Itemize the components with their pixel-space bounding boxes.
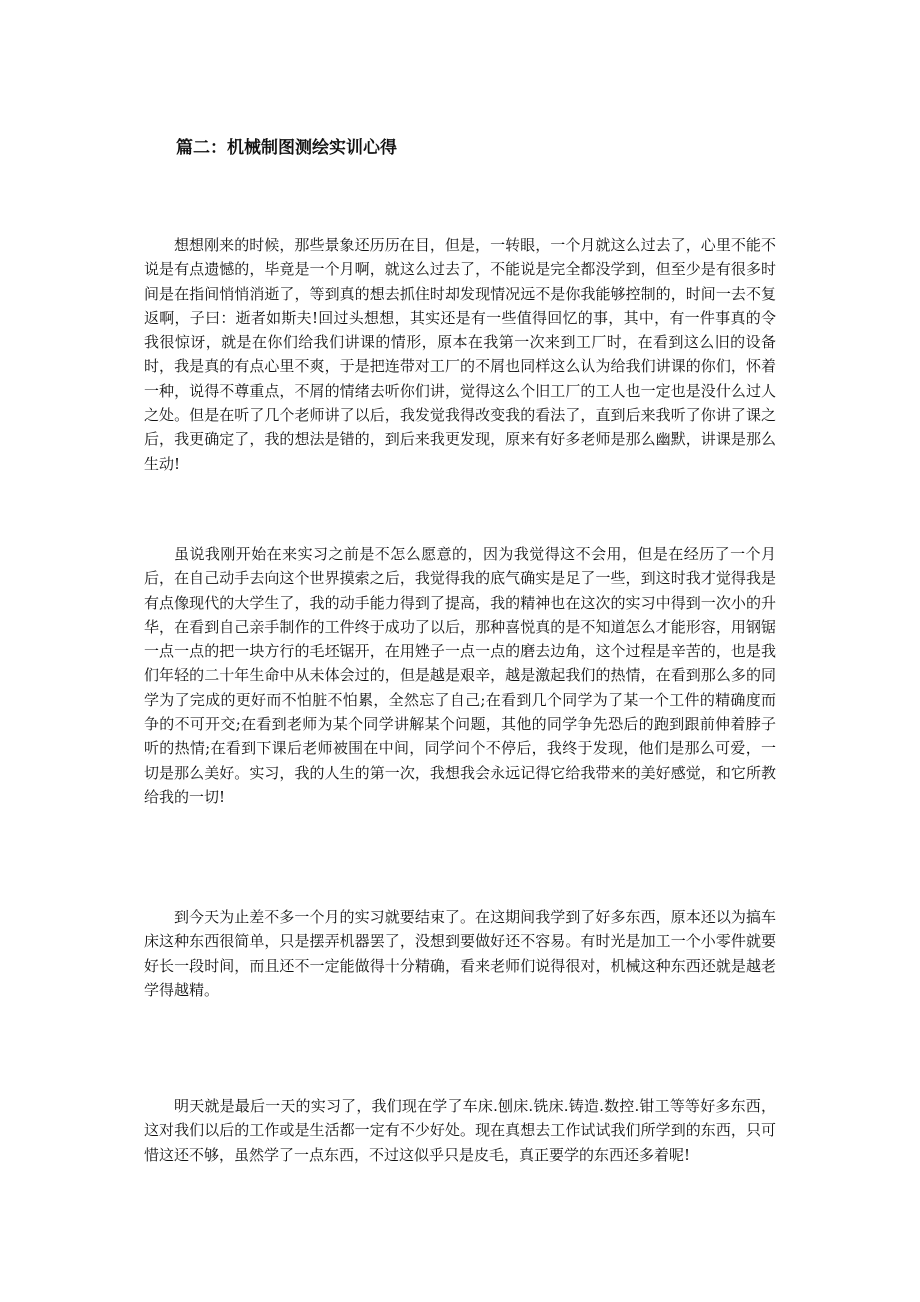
body-paragraph-2: 虽说我刚开始在来实习之前是不怎么愿意的，因为我觉得这不会用，但是在经历了一个月后，在自己动手去向这个世界摸索之后，我觉得我的底气确实是足了一些，到这时我才觉得我是有点像现代的大学生了，我的动手能力得到了提高，我的精神也在这次的实习中得到一次小的升华，在看到自己亲手制作的工件终于成功了以后，那种喜悦真的是不知道怎么才能形容，用钢锯一点一点的把一块方行的毛坯锯开，在用矬子一点一点的磨去边角，这个过程是辛苦的，也是我们年轻的二十年生命中从未体会过的，但是越是艰辛，越是激起我们的热情，在看到那么多的同学为了完成的更好而不怕脏不怕累，全然忘了自己;在看到几个同学为了某一个工件的精确度而争的不可开交;在看到老师为某个同学讲解某个问题，其他的同学争先恐后的跑到跟前伸着脖子听的热情;在看到下课后老师被围在中间，同学问个不停后，我终于发现，他们是那么可爱，一切是那么美好。实习，我的人生的第一次，我想我会永远记得它给我带来的美好感觉，和它所教给我的一切! — [144, 545, 776, 806]
document-title: 篇二：机械制图测绘实训心得 — [176, 138, 397, 158]
body-paragraph-3: 到今天为止差不多一个月的实习就要结束了。在这期间我学到了好多东西，原本还以为搞车床这种东西很简单，只是摆弄机器罢了，没想到要做好还不容易。有时光是加工一个小零件就要好长一段时间，而且还不一定能做得十分精确，看来老师们说得很对，机械这种东西还就是越老学得越精。 — [144, 908, 776, 999]
body-paragraph-4: 明天就是最后一天的实习了，我们现在学了车床.刨床.铣床.铸造.数控.钳工等等好多东西，这对我们以后的工作或是生活都一定有不少好处。现在真想去工作试试我们所学到的东西，只可惜这还不够，虽然学了一点东西，不过这似乎只是皮毛，真正要学的东西还多着呢! — [144, 1097, 776, 1164]
body-paragraph-1: 想想刚来的时候，那些景象还历历在目，但是，一转眼，一个月就这么过去了，心里不能不说是有点遗憾的，毕竟是一个月啊，就这么过去了，不能说是完全都没学到，但至少是有很多时间是在指间悄悄消逝了，等到真的想去抓住时却发现情况远不是你我能够控制的，时间一去不复返啊，子曰：逝者如斯夫!回过头想想，其实还是有一些值得回忆的事，其中，有一件事真的令我很惊讶，就是在你们给我们讲课的情形，原本在我第一次来到工厂时，在看到这么旧的设备时，我是真的有点心里不爽，于是把连带对工厂的不屑也同样这么认为给我们讲课的你们，怀着一种，说得不尊重点，不屑的情绪去听你们讲，觉得这么个旧工厂的工人也一定也是没什么过人之处。但是在听了几个老师讲了以后，我发觉我得改变我的看法了，直到后来我听了你讲了课之后，我更确定了，我的想法是错的，到后来我更发现，原来有好多老师是那么幽默，讲课是那么生动! — [144, 236, 776, 473]
